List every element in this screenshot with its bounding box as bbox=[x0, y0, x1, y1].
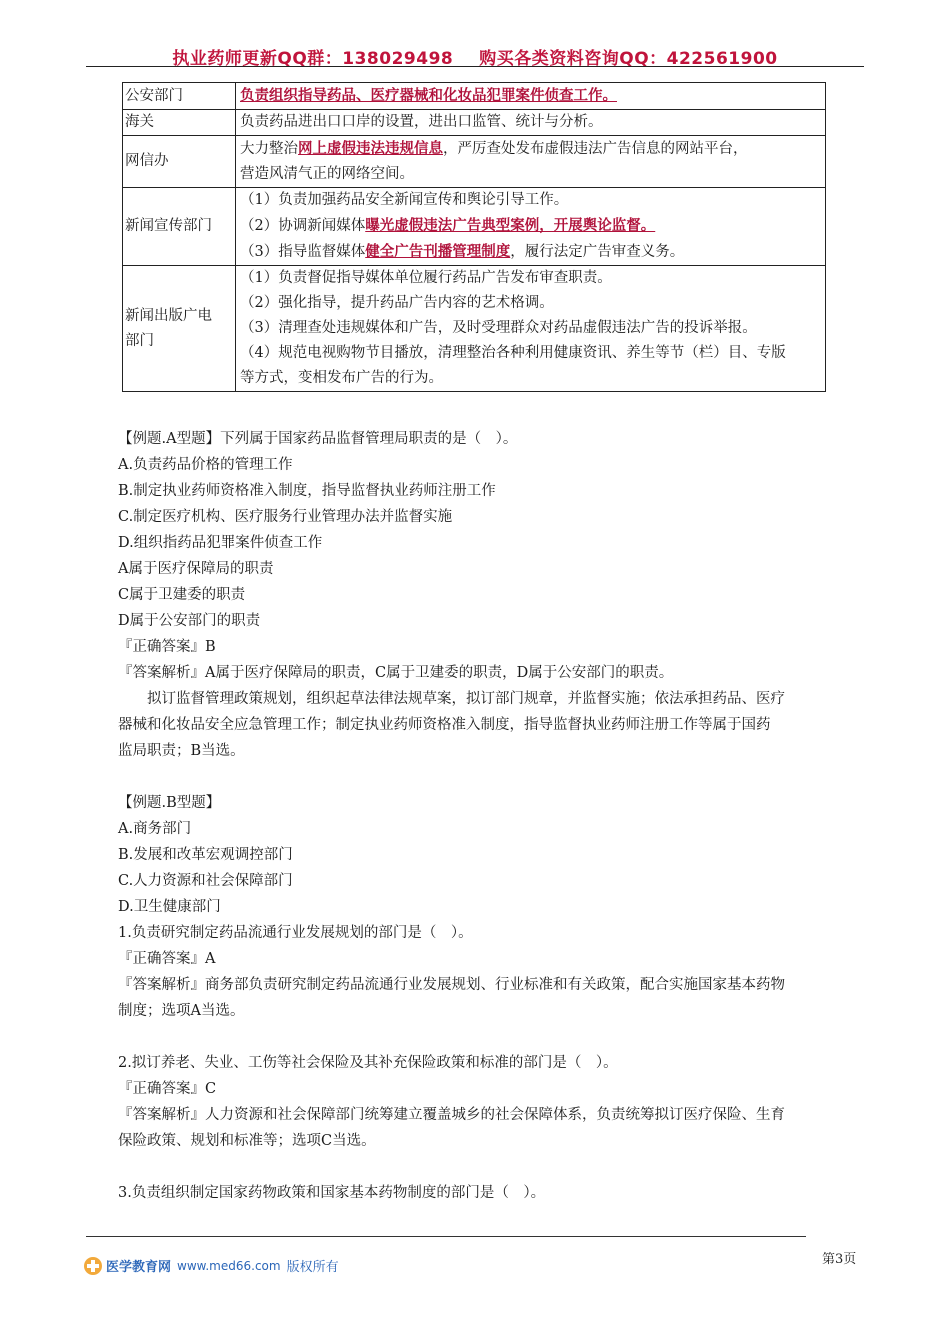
option-line: D.组织指药品犯罪案件侦查工作 bbox=[118, 535, 323, 551]
option-line: B.制定执业药师资格准入制度，指导监督执业药师注册工作 bbox=[118, 483, 496, 499]
footer-divider bbox=[86, 1236, 806, 1237]
option-line: C.人力资源和社会保障部门 bbox=[118, 873, 293, 889]
site-url-link[interactable]: www.med66.com bbox=[177, 1258, 281, 1273]
desc-line: 营造风清气正的网络空间。 bbox=[240, 166, 414, 182]
desc-text: ，严厉查处发布虚假违法广告信息的网站平台， bbox=[443, 141, 748, 157]
highlight-text: 负责组织指导药品、医疗器械和化妆品犯罪案件侦查工作。 bbox=[240, 87, 617, 104]
option-line: D.卫生健康部门 bbox=[118, 899, 221, 915]
qq-group-text: 执业药师更新QQ群：138029498 bbox=[172, 49, 454, 69]
analysis-line: 『答案解析』A属于医疗保障局的职责，C属于卫建委的职责，D属于公安部门的职责。 bbox=[118, 665, 674, 681]
desc-line: （2）强化指导，提升药品广告内容的艺术格调。 bbox=[240, 295, 554, 311]
note-line: C属于卫建委的职责 bbox=[118, 587, 246, 603]
dept-cell: 新闻宣传部门 bbox=[123, 188, 236, 266]
desc-text: （2）协调新闻媒体 bbox=[240, 218, 366, 234]
option-line: C.制定医疗机构、医疗服务行业管理办法并监督实施 bbox=[118, 509, 453, 525]
table-row bbox=[123, 136, 826, 188]
answer-line: 『正确答案』C bbox=[118, 1081, 217, 1097]
note-line: D属于公安部门的职责 bbox=[118, 613, 261, 629]
medical-cross-icon bbox=[84, 1257, 102, 1275]
desc-text: 大力整治 bbox=[240, 141, 298, 157]
copyright-text: 版权所有 bbox=[286, 1260, 339, 1275]
answer-line: 『正确答案』B bbox=[118, 639, 216, 655]
desc-line: （4）规范电视购物节目播放，清理整治各种利用健康资讯、养生等节（栏）目、专版 bbox=[240, 345, 786, 361]
duty-table bbox=[122, 82, 826, 392]
desc-cell bbox=[236, 136, 826, 188]
highlight-text: 曝光虚假违法广告典型案例，开展舆论监督。 bbox=[365, 217, 656, 234]
explanation-line: 器械和化妆品安全应急管理工作；制定执业药师资格准入制度，指导监督执业药师注册工作等属于国药 bbox=[118, 717, 771, 733]
explanation-line: 拟订监督管理政策规划，组织起草法律法规草案，拟订部门规章，并监督实施；依法承担药品、医疗 bbox=[147, 691, 785, 707]
table-row bbox=[123, 188, 826, 266]
desc-cell: 负责药品进出口口岸的设置，进出口监管、统计与分析。 bbox=[236, 110, 826, 136]
analysis-line: 『答案解析』人力资源和社会保障部门统筹建立覆盖城乡的社会保障体系，负责统筹拟订医疗保险、生育 bbox=[118, 1107, 785, 1123]
dept-line: 新闻出版广电 bbox=[125, 307, 212, 324]
page-number: 第3页 bbox=[822, 1252, 857, 1267]
desc-line bbox=[240, 213, 823, 239]
analysis-line: 保险政策、规划和标准等；选项C当选。 bbox=[118, 1133, 376, 1149]
desc-line bbox=[240, 239, 823, 265]
desc-line: 等方式，变相发布广告的行为。 bbox=[240, 370, 443, 386]
option-line: A.商务部门 bbox=[118, 821, 192, 837]
footer-brand bbox=[84, 1256, 339, 1275]
dept-cell bbox=[123, 266, 236, 392]
table-row bbox=[123, 110, 826, 136]
dept-cell: 公安部门 bbox=[123, 83, 236, 110]
desc-cell bbox=[236, 83, 826, 110]
analysis-line: 制度；选项A当选。 bbox=[118, 1003, 245, 1019]
purchase-qq-text: 购买各类资料咨询QQ：422561900 bbox=[479, 49, 778, 69]
sub-question: 2.拟订养老、失业、工伤等社会保险及其补充保险政策和标准的部门是（ ）。 bbox=[118, 1055, 618, 1071]
answer-line: 『正确答案』A bbox=[118, 951, 216, 967]
header-divider bbox=[86, 66, 864, 67]
dept-cell: 海关 bbox=[123, 110, 236, 136]
desc-text: ，履行法定广告审查义务。 bbox=[510, 244, 685, 260]
dept-line: 部门 bbox=[125, 332, 154, 349]
question-title: 【例题.B型题】 bbox=[118, 795, 221, 811]
option-line: A.负责药品价格的管理工作 bbox=[118, 457, 293, 473]
question-title: 【例题.A型题】下列属于国家药品监督管理局职责的是（ ）。 bbox=[118, 431, 518, 447]
desc-line: （1）负责加强药品安全新闻宣传和舆论引导工作。 bbox=[240, 192, 569, 208]
option-line: B.发展和改革宏观调控部门 bbox=[118, 847, 293, 863]
desc-line: （1）负责督促指导媒体单位履行药品广告发布审查职责。 bbox=[240, 270, 612, 286]
sub-question: 3.负责组织制定国家药物政策和国家基本药物制度的部门是（ ）。 bbox=[118, 1185, 546, 1201]
document-body bbox=[118, 426, 866, 1206]
highlight-text: 网上虚假违法违规信息 bbox=[298, 140, 443, 157]
highlight-text: 健全广告刊播管理制度 bbox=[365, 243, 511, 260]
desc-cell bbox=[236, 188, 826, 266]
table-row bbox=[123, 266, 826, 392]
explanation-line: 监局职责；B当选。 bbox=[118, 743, 245, 759]
sub-question: 1.负责研究制定药品流通行业发展规划的部门是（ ）。 bbox=[118, 925, 473, 941]
table-row bbox=[123, 83, 826, 110]
desc-line bbox=[240, 136, 823, 162]
desc-cell bbox=[236, 266, 826, 392]
analysis-line: 『答案解析』商务部负责研究制定药品流通行业发展规划、行业标准和有关政策，配合实施国家基本药物 bbox=[118, 977, 785, 993]
site-name: 医学教育网 bbox=[106, 1260, 172, 1275]
dept-cell: 网信办 bbox=[123, 136, 236, 188]
desc-line: （3）清理查处违规媒体和广告，及时受理群众对药品虚假违法广告的投诉举报。 bbox=[240, 320, 757, 336]
note-line: A属于医疗保障局的职责 bbox=[118, 561, 274, 577]
desc-text: （3）指导监督媒体 bbox=[240, 244, 366, 260]
